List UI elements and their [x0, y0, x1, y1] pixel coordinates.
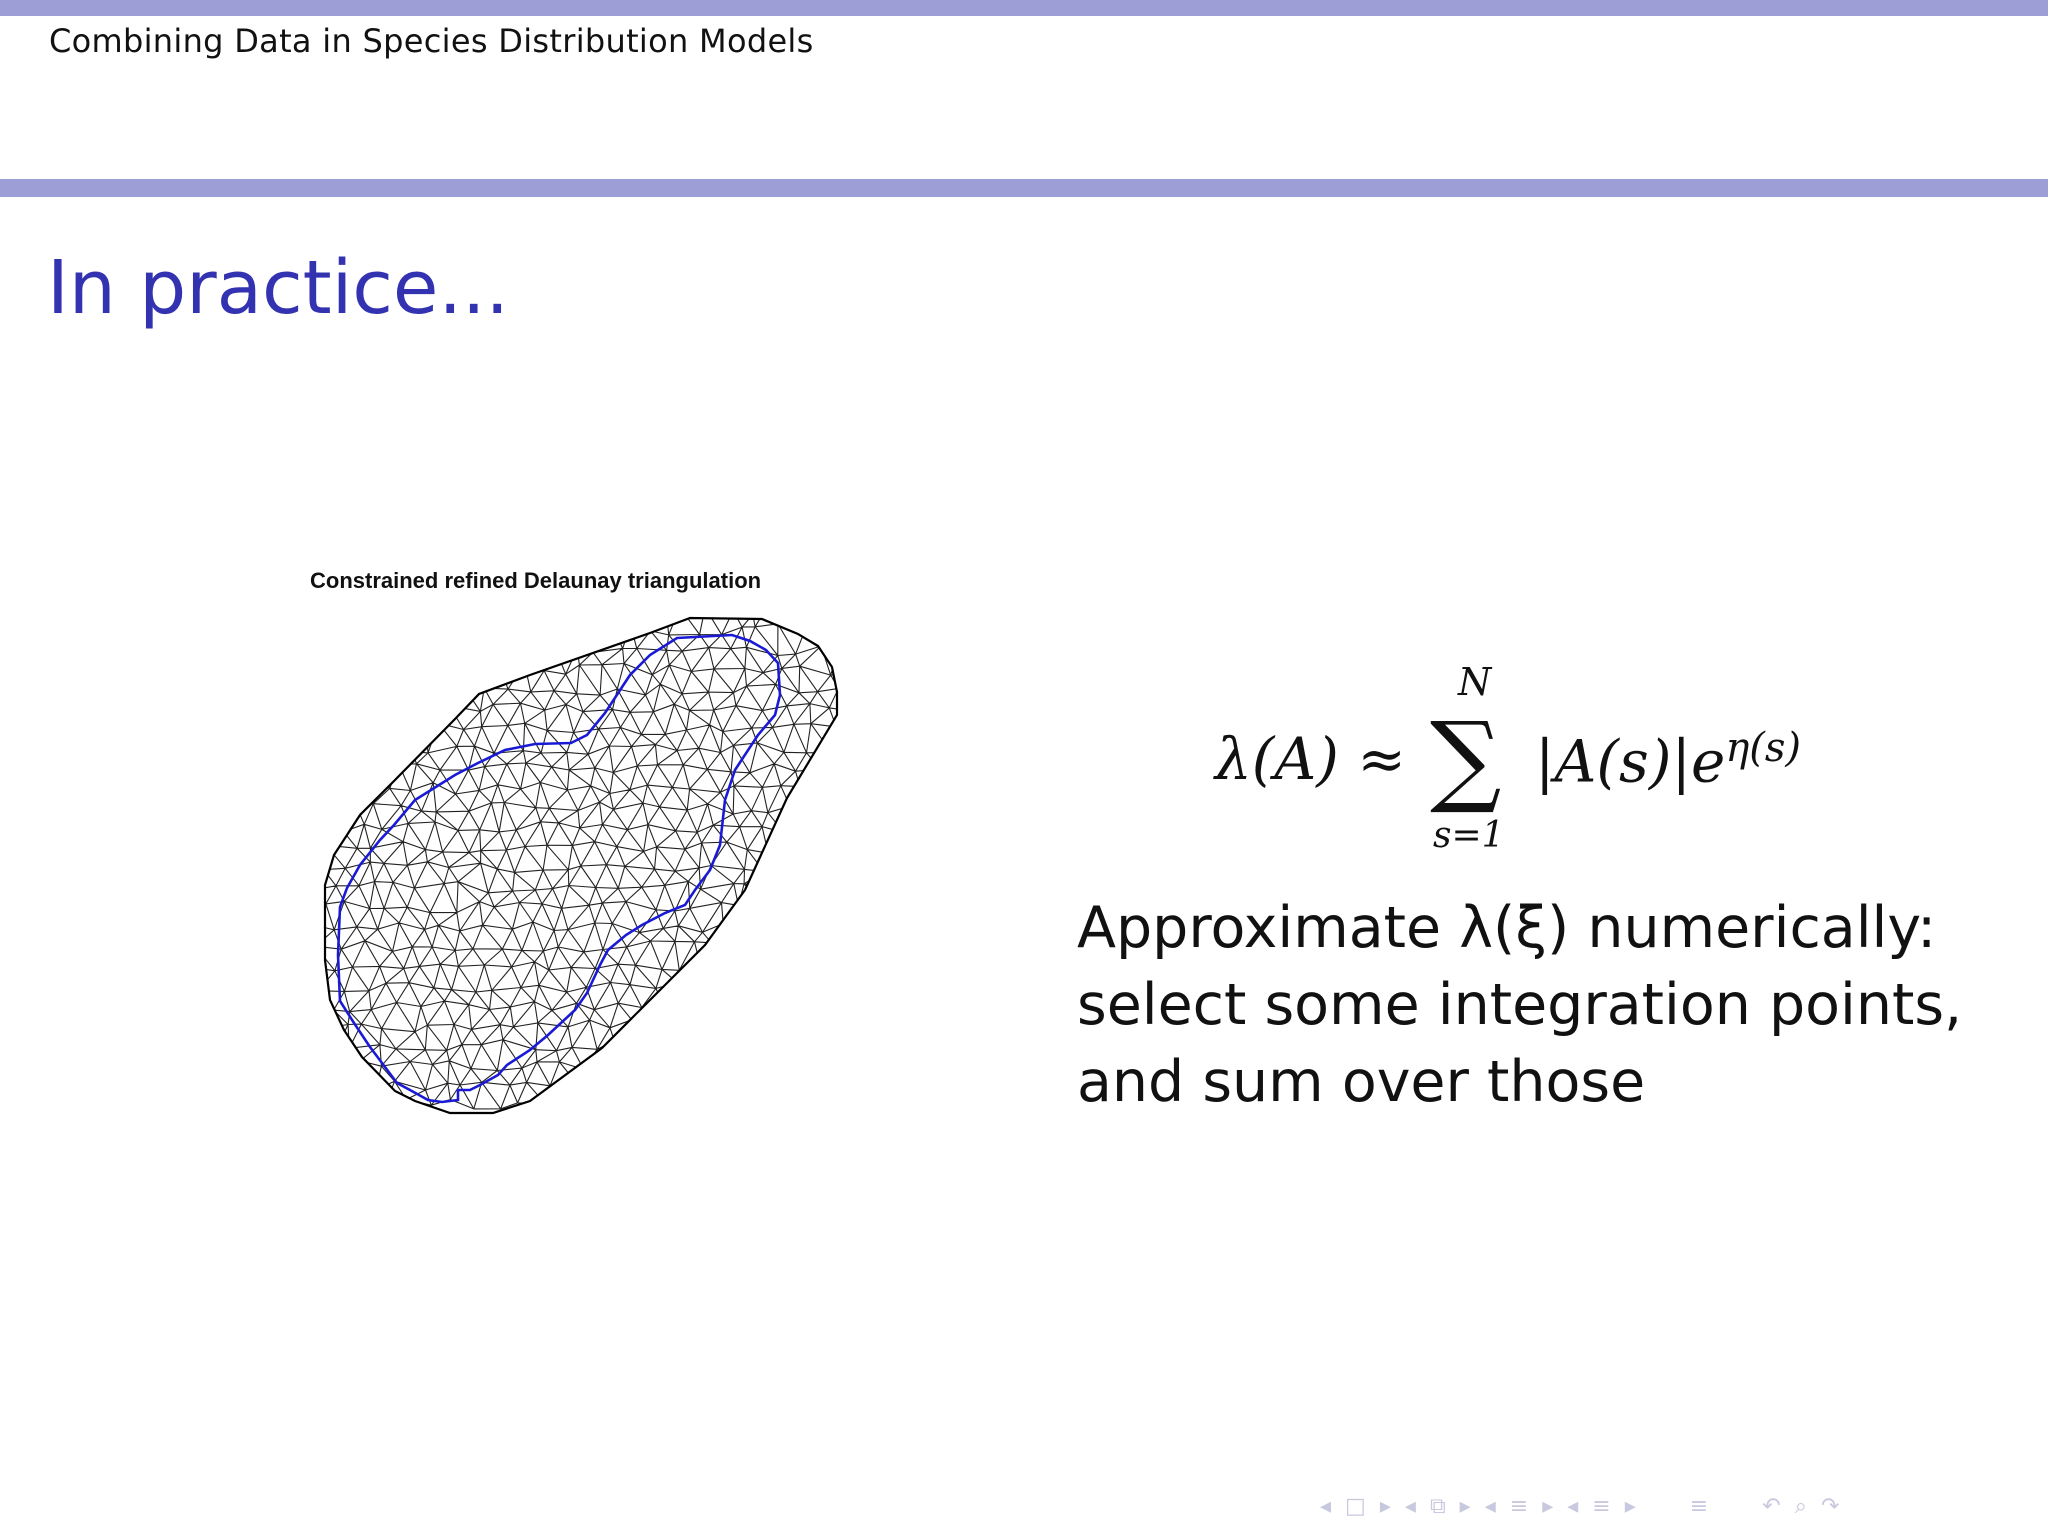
explanation-line-3: and sum over those [1077, 1049, 1646, 1115]
figure-title: Constrained refined Delaunay triangulation [310, 568, 762, 593]
subsection-icon[interactable]: ⧉ [1429, 1493, 1446, 1519]
nav-prev-presentation-icon[interactable]: ◂ [1567, 1493, 1579, 1519]
triangulation-mesh-figure [230, 605, 870, 1225]
frame-title: In practice... [47, 245, 510, 331]
explanation-line-1: Approximate λ(ξ) numerically: [1077, 895, 1937, 961]
nav-prev-frame-icon[interactable]: ◂ [1320, 1493, 1332, 1519]
sum-lower-limit: s=1 [1433, 815, 1505, 856]
section-icon[interactable]: ≡ [1509, 1493, 1529, 1519]
search-icon[interactable]: ⌕ [1794, 1493, 1807, 1519]
nav-next-subsection-icon[interactable]: ▸ [1459, 1493, 1471, 1519]
summation-symbol: ∑ [1430, 700, 1502, 817]
explanation-text [1077, 890, 1997, 1121]
header-bar [0, 0, 2048, 16]
mesh-triangles [304, 605, 870, 1111]
frame-icon[interactable]: □ [1345, 1493, 1366, 1519]
explanation-line-2: select some integration points, [1077, 972, 1963, 1038]
intensity-formula [1215, 660, 1815, 860]
presentation-icon[interactable]: ≡ [1592, 1493, 1611, 1519]
sum-upper-limit: N [1458, 660, 1492, 704]
formula-exponent: η(s) [1725, 725, 1802, 771]
nav-next-frame-icon[interactable]: ▸ [1379, 1493, 1391, 1519]
nav-prev-section-icon[interactable]: ◂ [1484, 1493, 1496, 1519]
formula-lhs: λ(A) ≈ [1215, 725, 1406, 793]
undo-icon[interactable]: ↶ [1762, 1493, 1781, 1519]
nav-next-section-icon[interactable]: ▸ [1542, 1493, 1554, 1519]
frame-title-bar [0, 179, 2048, 197]
redo-icon[interactable]: ↷ [1820, 1493, 1840, 1519]
mesh-edges [304, 605, 870, 1111]
beamer-navigation [1320, 1490, 1839, 1522]
formula-rhs [1535, 725, 1801, 795]
section-title: Combining Data in Species Distribution Models [49, 22, 814, 60]
nav-next-presentation-icon[interactable]: ▸ [1624, 1493, 1636, 1519]
nav-prev-subsection-icon[interactable]: ◂ [1404, 1493, 1416, 1519]
formula-rhs-base: |A(s)|e [1535, 727, 1726, 796]
align-icon[interactable]: ≡ [1689, 1493, 1709, 1519]
